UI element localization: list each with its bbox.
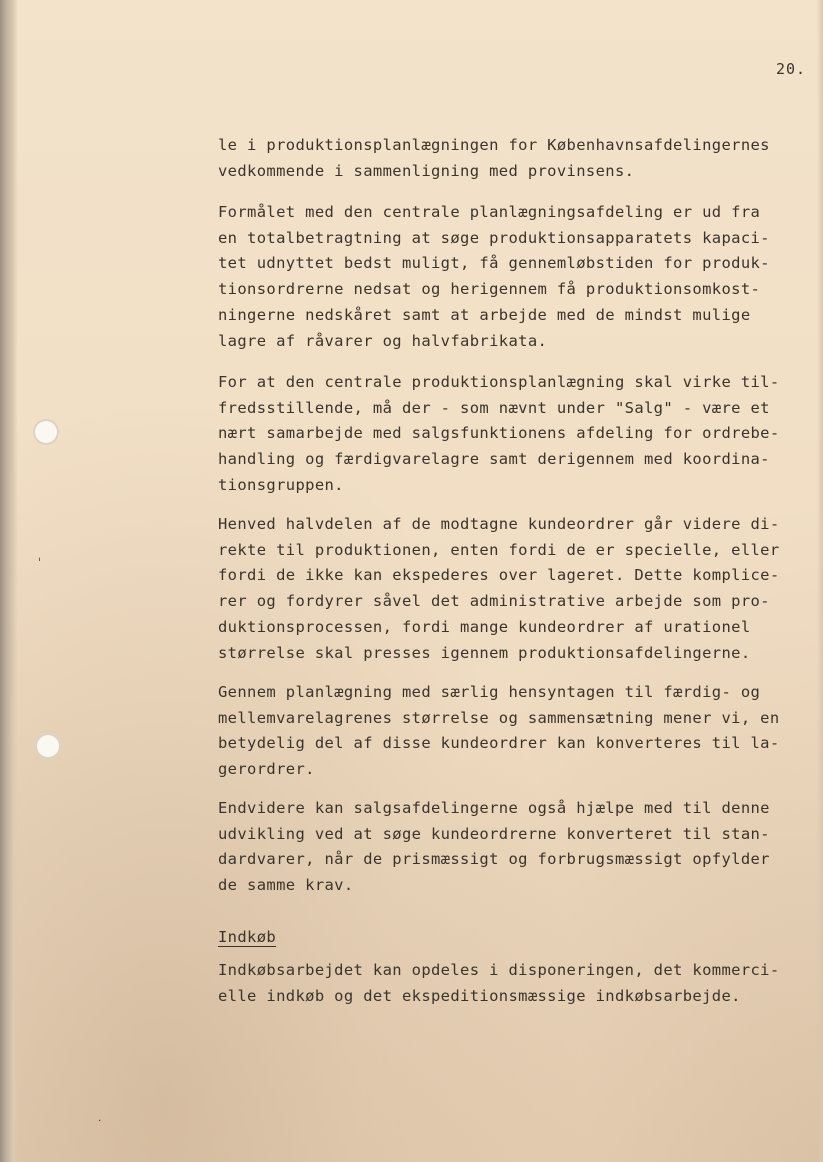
paragraph-1: le i produktionsplanlægningen for Københavnsafdelingernes vedkommende i sammenligning med provinsens. (218, 136, 770, 180)
page-edge-right (817, 0, 823, 1162)
paragraph-6: Endvidere kan salgsafdelingerne også hjælpe med til denne udvikling ved at søge kundeordrerne konverteret til stan- dardvarer, når de prismæssigt og forbrugsmæssigt opfylder de samme krav. (218, 799, 770, 895)
stray-mark: ˙ (96, 1118, 104, 1132)
paragraph-3: For at den centrale produktionsplanlægning skal virke til- fredsstillende, må der - som nævnt under "Salg" - være et nært samarbejde med salgsfunktionens afdeling for ordrebe- handling og færdigvarelagre samt derigennem med koordina- tionsgruppen. (218, 373, 780, 494)
page-edge-shadow (0, 0, 18, 1162)
paragraph-5: Gennem planlægning med særlig hensyntagen til færdig- og mellemvarelagrenes størrelse og sammensætning mener vi, en betydelig del af disse kundeordrer kan konverteres til la- gerordrer. (218, 683, 780, 779)
section-heading-indkob: Indkøb (218, 928, 277, 946)
paragraph-4: Henved halvdelen af de modtagne kundeordrer går videre di- rekte til produktionen, enten fordi de er specielle, eller fordi de ikke kan ekspederes over lageret. Dette komplice- rer og fordyrer såvel det administrative arbejde som pro- duktionsprocessen, fordi mange kundeordrer af urationel størrelse skal presses igennem produktionsafdelingerne. (218, 515, 780, 662)
paragraph-7: Indkøbsarbejdet kan opdeles i disponeringen, det kommerci- elle indkøb og det ekspeditionsmæssige indkøbsarbejde. (218, 961, 780, 1005)
punch-hole-top (33, 419, 59, 445)
paragraph-2: Formålet med den centrale planlægningsafdeling er ud fra en totalbetragtning at søge produktionsapparatets kapaci- tet udnyttet bedst muligt, få gennemløbstiden for produk- tionsordrerne nedsat og herigennem få produktionsomkost- ningerne nedskåret samt at arbejde med de mindst mulige lagre af råvarer og halvfabrikata. (218, 203, 770, 350)
page-number: 20. (776, 60, 807, 78)
punch-hole-bottom (35, 733, 61, 759)
stray-mark: ˌ (36, 548, 44, 562)
